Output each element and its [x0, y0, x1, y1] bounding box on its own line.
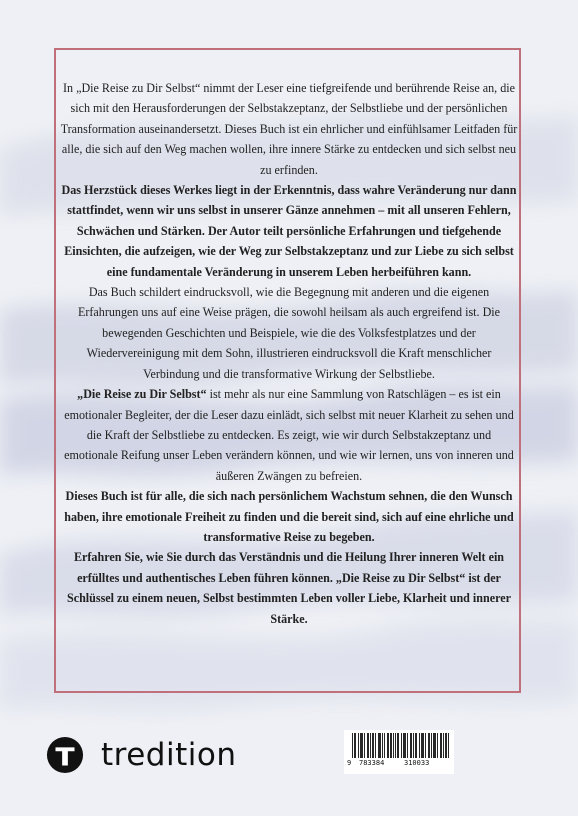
publisher-logo [46, 735, 236, 775]
paragraph-stories: Das Buch schildert eindrucksvoll, wie die Begegnung mit anderen und die eigenen Erfahrungen uns auf eine Weise prägen, die sowohl heilsam als auch ergreifend ist. Die bewegenden Geschichten und Beispiele, wie die des Volksfestplatzes und der Wiedervereinigung mit dem Sohn, illustrieren eindrucksvoll die Kraft menschlicher Verbindung und die transformative Wirkung der Selbstliebe. [77, 285, 501, 381]
barcode-digits [344, 759, 454, 771]
tredition-t-logo-icon [46, 736, 84, 774]
publisher-name: tredition [101, 737, 237, 773]
barcode-bars [348, 733, 450, 760]
paragraph-audience: Dieses Buch ist für alle, die sich nach persönlichem Wachstum sehnen, die den Wunsch haben, ihre emotionale Freiheit zu finden und die bereit sind, sich auf eine ehrliche und transformative Reise zu begeben. [64, 489, 514, 544]
barcode-digits-group2: 310033 [404, 759, 430, 767]
barcode-digit-first: 9 [347, 759, 352, 767]
paragraph-closing: Erfahren Sie, wie Sie durch das Verständnis und die Heilung Ihrer inneren Welt ein erfülltes und authentisches Leben führen können. „Die Reise zu Dir Selbst“ ist der Schlüssel zu einem neuen, Selbst bestimmten Leben voller Liebe, Klarheit und innerer Stärke. [66, 550, 511, 626]
book-title-emphasis: „Die Reise zu Dir Selbst“ [77, 387, 207, 402]
paragraph-companion-text: ist mehr als nur eine Sammlung von Ratschlägen – es ist ein emotionaler Begleiter, der die Leser dazu einlädt, sich selbst mit neuer Klarheit zu sehen und die Kraft der Selbstliebe zu entdecken. Es zeigt, wie wir durch Selbstakzeptanz und emotionale Reifung unser Leben verändern können, und wie wir lernen, uns von inneren und äußeren Zwängen zu befreien. [64, 387, 514, 483]
paragraph-companion [60, 384, 518, 486]
book-description [60, 78, 518, 629]
paragraph-core-message: Das Herzstück dieses Werkes liegt in der Erkenntnis, dass wahre Veränderung nur dann stattfindet, wenn wir uns selbst in unserer Gänze annehmen – mit all unseren Fehlern, Schwächen und Stärken. Der Autor teilt persönliche Erfahrungen und tiefgehende Einsichten, die aufzeigen, wie der Weg zur Selbstakzeptanz und zur Liebe zu sich selbst eine fundamentale Veränderung in unserem Leben herbeiführen kann. [61, 183, 517, 279]
paragraph-intro: In „Die Reise zu Dir Selbst“ nimmt der Leser eine tiefgreifende und berührende Reise an, die sich mit den Herausforderungen der Selbstakzeptanz, der Selbstliebe und der persönlichen Transformation auseinandersetzt. Dieses Buch ist ein ehrlicher und einfühlsamer Leitfaden für alle, die sich auf den Weg machen wollen, ihre innere Stärke zu entdecken und sich selbst neu zu erfinden. [60, 81, 518, 177]
barcode-digits-group1: 783384 [359, 759, 385, 767]
isbn-barcode [344, 730, 454, 774]
